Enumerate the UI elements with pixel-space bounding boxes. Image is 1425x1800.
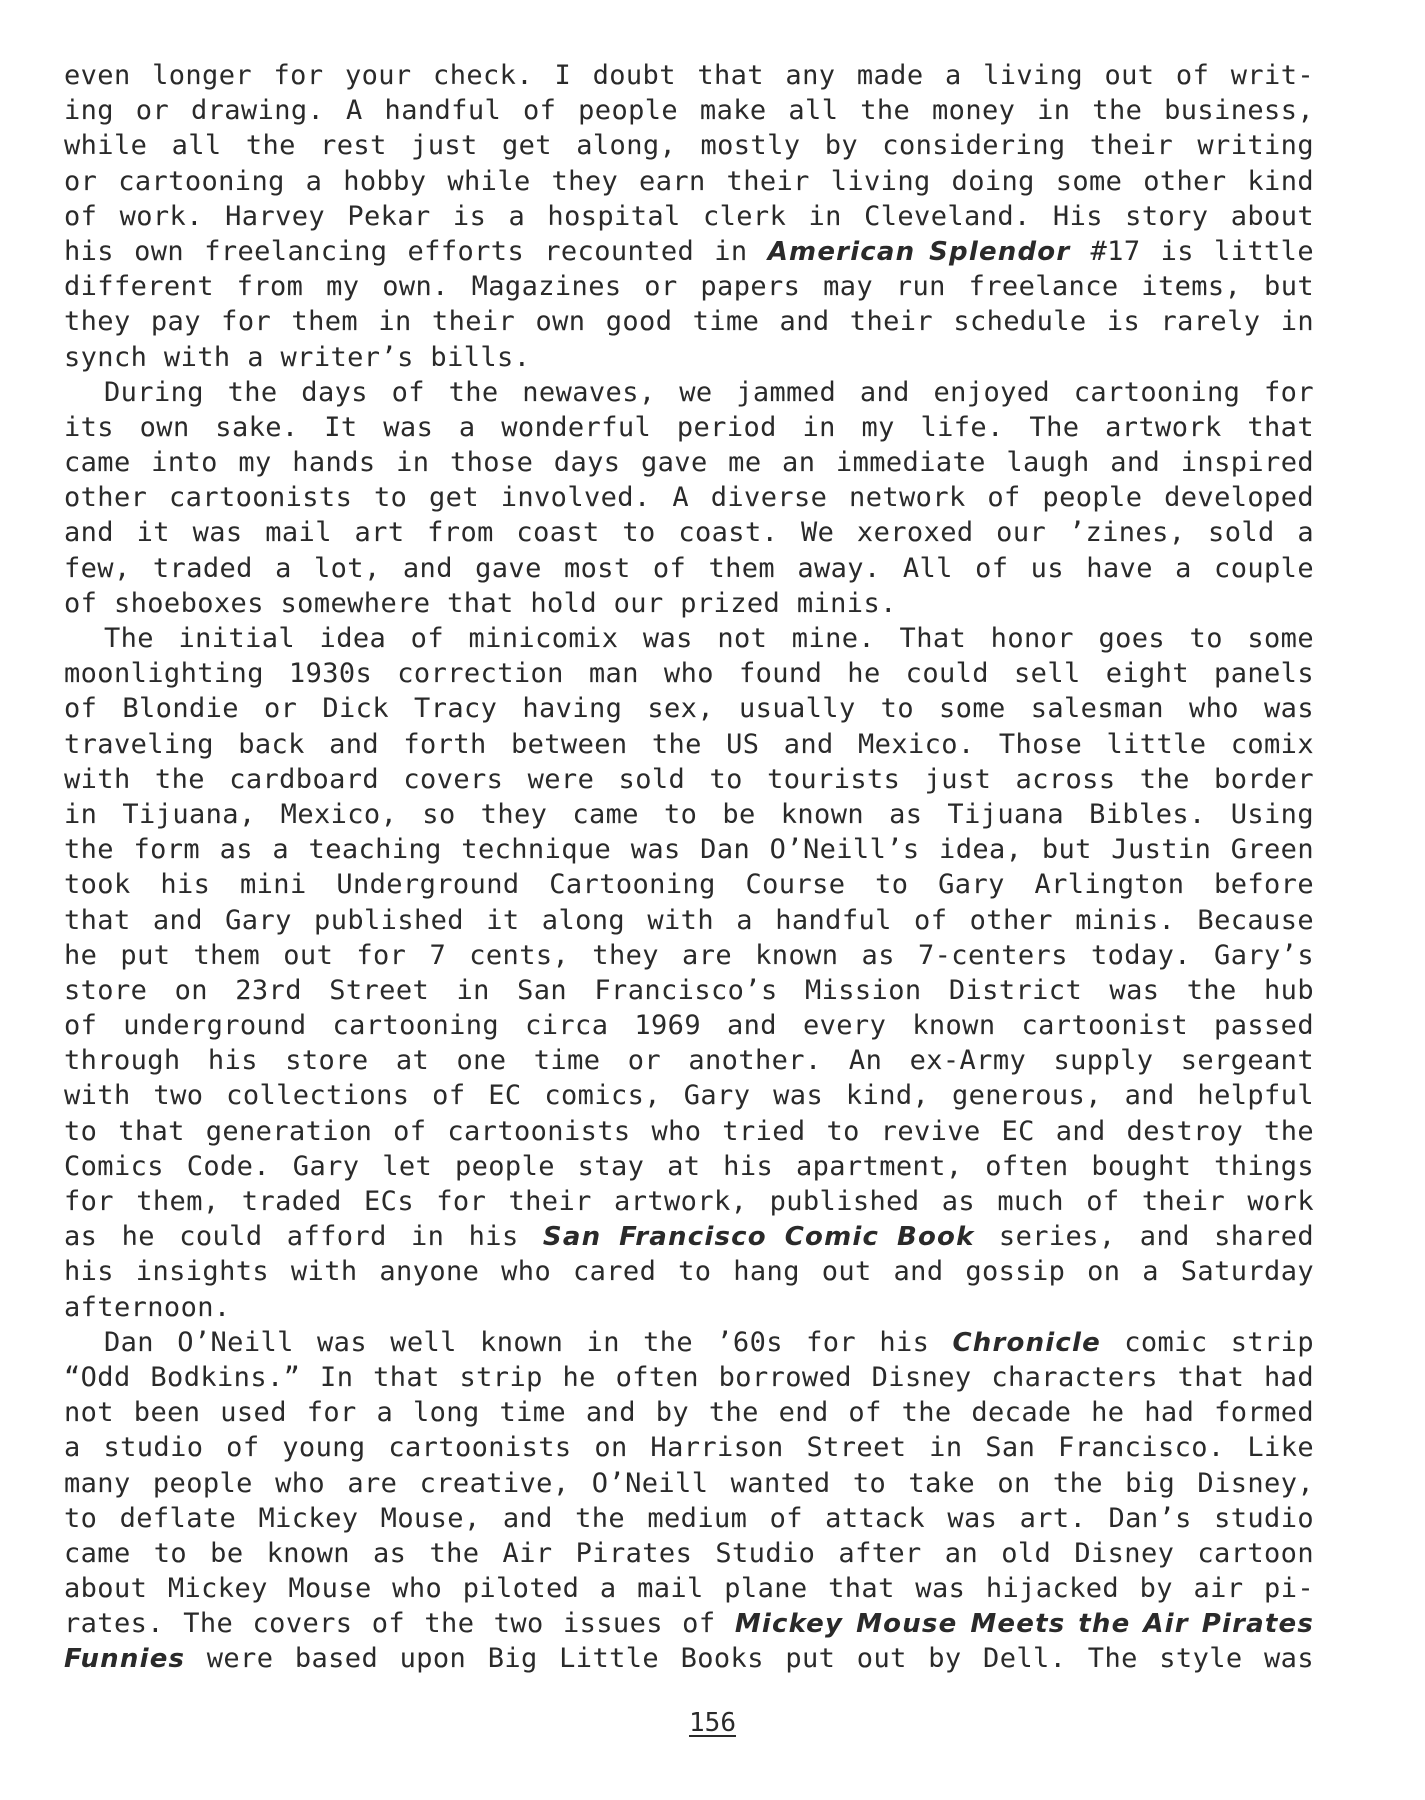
text-line: During the days of the newaves, we jammed and enjoyed cartooning for [104, 376, 1314, 408]
text-line: ing or drawing. A handful of people make all the money in the business, [64, 95, 1314, 127]
text-line: moonlighting 1930s correction man who found he could sell eight panels [64, 658, 1314, 690]
text-segment: his own freelancing efforts recounted in [64, 235, 768, 267]
page-body [64, 58, 1314, 1677]
text-line [64, 234, 1314, 269]
text-line: traveling back and forth between the US and Mexico. Those little comix [64, 728, 1314, 760]
text-line: he put them out for 7 cents, they are known as 7-centers today. Gary’s [64, 939, 1314, 971]
text-line [64, 1219, 1314, 1254]
text-line: “Odd Bodkins.” In that strip he often borrowed Disney characters that had [64, 1361, 1314, 1393]
text-line: while all the rest just get along, mostly by considering their writing [64, 130, 1314, 162]
text-line: few, traded a lot, and gave most of them away. All of us have a couple [64, 552, 1314, 584]
text-line: The initial idea of minicomix was not mine. That honor goes to some [104, 623, 1314, 654]
text-segment: rates. The covers of the two issues of [64, 1608, 735, 1640]
italic-title: Chronicle [952, 1327, 1101, 1358]
paragraph [64, 621, 1314, 1325]
text-line [64, 1606, 1314, 1641]
text-line: a studio of young cartoonists on Harrison Street in San Francisco. Like [64, 1432, 1314, 1464]
page-number [0, 1708, 1425, 1738]
text-line: that and Gary published it along with a handful of other minis. Because [64, 904, 1314, 936]
text-line: they pay for them in their own good time and their schedule is rarely in [64, 306, 1314, 338]
text-line: for them, traded ECs for their artwork, published as much of their work [64, 1186, 1314, 1217]
text-line: his insights with anyone who cared to hang out and gossip on a Saturday [64, 1256, 1314, 1288]
text-line: even longer for your check. I doubt that any made a living out of writ- [64, 60, 1314, 91]
text-line: took his mini Underground Cartooning Course to Gary Arlington before [64, 869, 1314, 901]
text-line: with two collections of EC comics, Gary was kind, generous, and helpful [64, 1080, 1314, 1112]
text-line: of underground cartooning circa 1969 and every known cartoonist passed [64, 1010, 1314, 1042]
text-segment: comic strip [1100, 1326, 1314, 1358]
italic-title: San Francisco Comic Book [542, 1222, 975, 1253]
text-line: of Blondie or Dick Tracy having sex, usually to some salesman who was [64, 693, 1314, 725]
page-number-text: 156 [689, 1708, 736, 1738]
text-segment: as he could afford in his [64, 1221, 543, 1253]
text-line: different from my own. Magazines or papers may run freelance items, but [64, 271, 1314, 303]
text-line: many people who are creative, O’Neill wanted to take on the big Disney, [64, 1467, 1314, 1499]
text-line [64, 1325, 1314, 1360]
text-line: of shoeboxes somewhere that hold our prized minis. [64, 587, 897, 619]
text-segment: Dan O’Neill was well known in the ’60s for his [104, 1326, 953, 1358]
text-segment: series, and shared [974, 1221, 1315, 1253]
paragraph [64, 1325, 1314, 1677]
text-line: of work. Harvey Pekar is a hospital clerk in Cleveland. His story about [64, 200, 1314, 232]
text-line: in Tijuana, Mexico, so they came to be known as Tijuana Bibles. Using [64, 798, 1314, 830]
text-line: with the cardboard covers were sold to tourists just across the border [64, 763, 1314, 795]
text-line: afternoon. [64, 1291, 231, 1323]
text-line: came into my hands in those days gave me an immediate laugh and inspired [64, 447, 1314, 479]
text-segment: were based upon Big Little Books put out by Dell. The style was [185, 1643, 1314, 1675]
text-segment: #17 is little [1070, 235, 1314, 267]
text-line: other cartoonists to get involved. A diverse network of people developed [64, 482, 1314, 514]
text-line: not been used for a long time and by the end of the decade he had formed [64, 1397, 1314, 1429]
text-line: and it was mail art from coast to coast. We xeroxed our ’zines, sold a [64, 517, 1314, 549]
italic-title: Mickey Mouse Meets the Air Pirates [734, 1609, 1314, 1640]
text-line: to that generation of cartoonists who tried to revive EC and destroy the [64, 1115, 1314, 1147]
text-line: Comics Code. Gary let people stay at his apartment, often bought things [64, 1150, 1314, 1182]
italic-title: American Splendor [767, 236, 1071, 267]
text-line: about Mickey Mouse who piloted a mail plane that was hijacked by air pi- [64, 1573, 1314, 1605]
text-line: its own sake. It was a wonderful period in my life. The artwork that [64, 411, 1314, 443]
paragraph [64, 58, 1314, 375]
text-line: or cartooning a hobby while they earn their living doing some other kind [64, 165, 1314, 197]
text-line: synch with a writer’s bills. [64, 341, 531, 373]
text-line [64, 1641, 1314, 1676]
text-line: came to be known as the Air Pirates Studio after an old Disney cartoon [64, 1537, 1314, 1569]
text-line: to deflate Mickey Mouse, and the medium of attack was art. Dan’s studio [64, 1502, 1314, 1534]
paragraph [64, 375, 1314, 621]
text-line: store on 23rd Street in San Francisco’s Mission District was the hub [64, 974, 1314, 1006]
italic-title: Funnies [64, 1644, 186, 1675]
text-line: through his store at one time or another. An ex-Army supply sergeant [64, 1045, 1314, 1077]
text-line: the form as a teaching technique was Dan O’Neill’s idea, but Justin Green [64, 834, 1314, 866]
